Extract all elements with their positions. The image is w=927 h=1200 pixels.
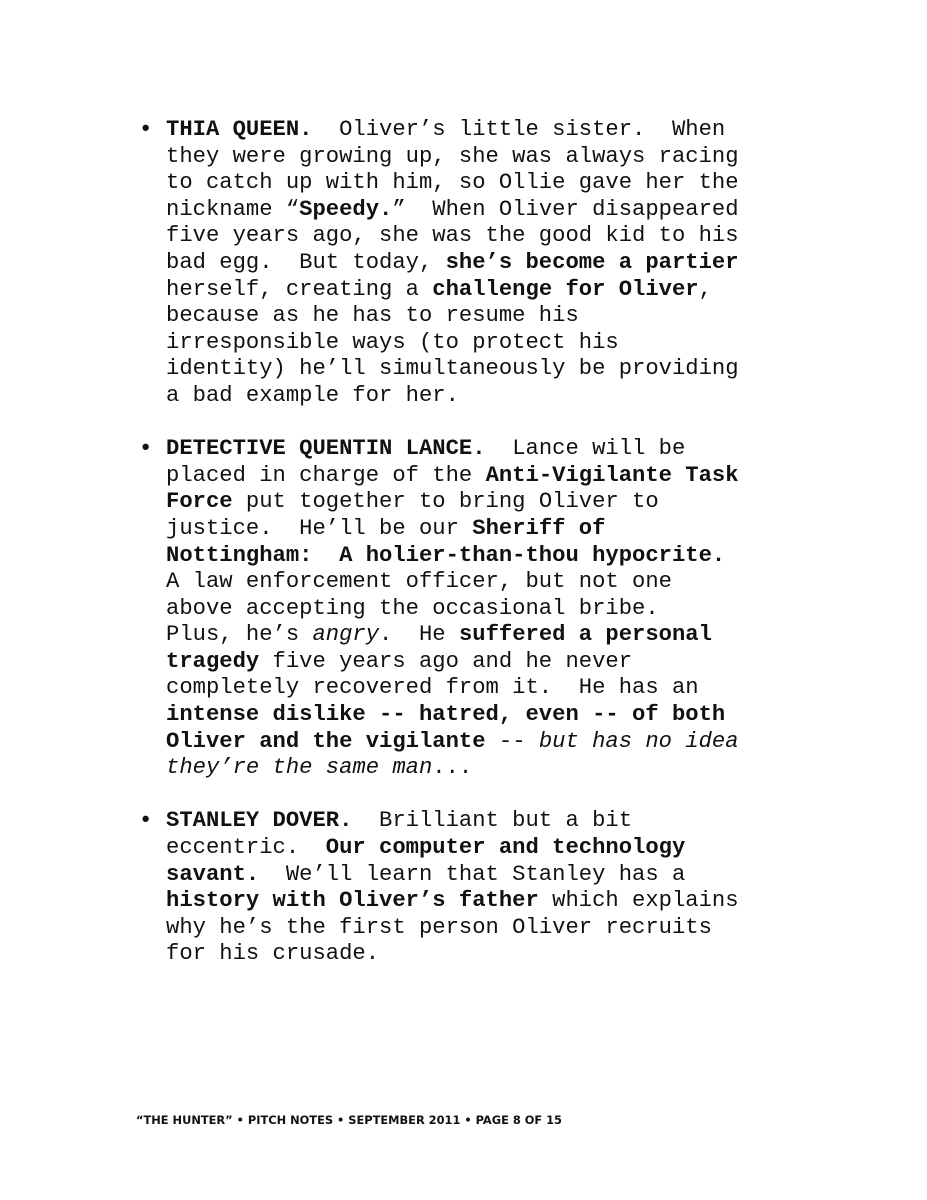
bullet-icon: •	[139, 117, 153, 142]
text-line	[166, 117, 819, 144]
body-text: irresponsible ways (to protect his	[166, 329, 619, 355]
text-line	[166, 170, 819, 197]
text-line	[166, 622, 819, 649]
bold-text: Sheriff of	[472, 515, 606, 541]
text-line	[166, 144, 819, 171]
bold-text: Speedy.	[299, 196, 393, 222]
body-text: completely recovered from it. He has an	[166, 675, 699, 701]
bold-text: THIA QUEEN.	[166, 117, 313, 142]
bold-text: savant.	[166, 861, 260, 887]
body-text: A law enforcement officer, but not one	[166, 569, 672, 595]
character-list	[139, 117, 819, 995]
body-text: bad egg. But today,	[166, 249, 446, 275]
bullet-icon: •	[139, 808, 153, 834]
body-text: . He	[379, 622, 459, 648]
text-line	[166, 223, 819, 250]
text-line	[166, 649, 819, 676]
body-text: Brilliant but a bit	[352, 808, 633, 834]
text-line	[166, 489, 819, 516]
text-line	[166, 516, 819, 543]
text-line	[166, 941, 819, 968]
bold-text: Our computer and technology	[325, 835, 686, 861]
body-text: to catch up with him, so Ollie gave her the	[166, 170, 739, 196]
body-text: ,	[698, 276, 712, 302]
text-line	[166, 303, 819, 330]
body-text: justice. He’ll be our	[166, 515, 473, 541]
body-text: nickname “	[166, 196, 300, 222]
page-footer: “THE HUNTER” • PITCH NOTES • SEPTEMBER 2011 • PAGE 8 OF 15	[136, 1113, 562, 1127]
bold-text: Nottingham: A holier-than-thou hypocrite.	[166, 542, 726, 568]
bold-text: Oliver and the vigilante	[166, 728, 486, 754]
bold-text: DETECTIVE QUENTIN LANCE.	[166, 436, 486, 462]
body-text: they were growing up, she was always racing	[166, 143, 739, 169]
text-line	[166, 330, 819, 357]
body-text: Plus, he’s	[166, 622, 313, 648]
body-text: Oliver’s little sister. When	[312, 117, 726, 142]
italic-text: they’re the same man	[166, 755, 433, 781]
text-line	[166, 596, 819, 623]
text-line	[166, 383, 819, 410]
character-entry-detective-quentin-lance	[139, 436, 819, 782]
italic-text: but has no idea	[538, 728, 739, 754]
text-line	[166, 197, 819, 224]
body-text: ...	[432, 755, 473, 781]
body-text: five years ago and he never	[259, 648, 633, 674]
text-line	[166, 835, 819, 862]
body-text: why he’s the first person Oliver recruits	[166, 914, 712, 940]
character-entry-stanley-dover	[139, 808, 819, 968]
bullet-icon: •	[139, 436, 153, 462]
text-line	[166, 755, 819, 782]
body-text: put together to bring Oliver to	[232, 489, 659, 515]
bold-text: intense dislike -- hatred, even -- of both	[166, 702, 726, 728]
bold-text: Anti-Vigilante Task	[485, 462, 739, 488]
text-line	[166, 675, 819, 702]
body-text: Lance will be	[485, 436, 686, 462]
text-line	[166, 729, 819, 756]
body-text: above accepting the occasional bribe.	[166, 595, 659, 621]
character-entry-thia-queen	[139, 117, 819, 410]
bold-text: suffered a personal	[458, 622, 712, 648]
text-line	[166, 569, 819, 596]
body-text: We’ll learn that Stanley has a	[259, 861, 686, 887]
body-text: ” When Oliver disappeared	[392, 196, 739, 222]
text-line	[166, 543, 819, 570]
text-line	[166, 915, 819, 942]
text-line	[166, 702, 819, 729]
text-line	[166, 888, 819, 915]
bold-text: she’s become a partier	[445, 249, 739, 275]
body-text: placed in charge of the	[166, 462, 486, 488]
body-text: because as he has to resume his	[166, 303, 579, 329]
body-text: which explains	[538, 888, 739, 914]
body-text: eccentric.	[166, 835, 326, 861]
body-text: five years ago, she was the good kid to his	[166, 223, 739, 249]
text-line	[166, 277, 819, 304]
text-line	[166, 250, 819, 277]
text-line	[166, 436, 819, 463]
italic-text: angry	[312, 622, 380, 648]
body-text: a bad example for her.	[166, 382, 459, 408]
body-text: for his crusade.	[166, 941, 380, 967]
text-line	[166, 463, 819, 490]
body-text: herself, creating a	[166, 276, 433, 302]
text-line	[166, 808, 819, 835]
body-text: --	[485, 728, 539, 754]
bold-text: history with Oliver’s father	[166, 888, 539, 914]
bold-text: Force	[166, 489, 233, 515]
text-line	[166, 862, 819, 889]
bold-text: STANLEY DOVER.	[166, 808, 353, 834]
bold-text: challenge for Oliver	[432, 276, 699, 302]
text-line	[166, 356, 819, 383]
bold-text: tragedy	[166, 648, 260, 674]
body-text: identity) he’ll simultaneously be providing	[166, 356, 739, 382]
